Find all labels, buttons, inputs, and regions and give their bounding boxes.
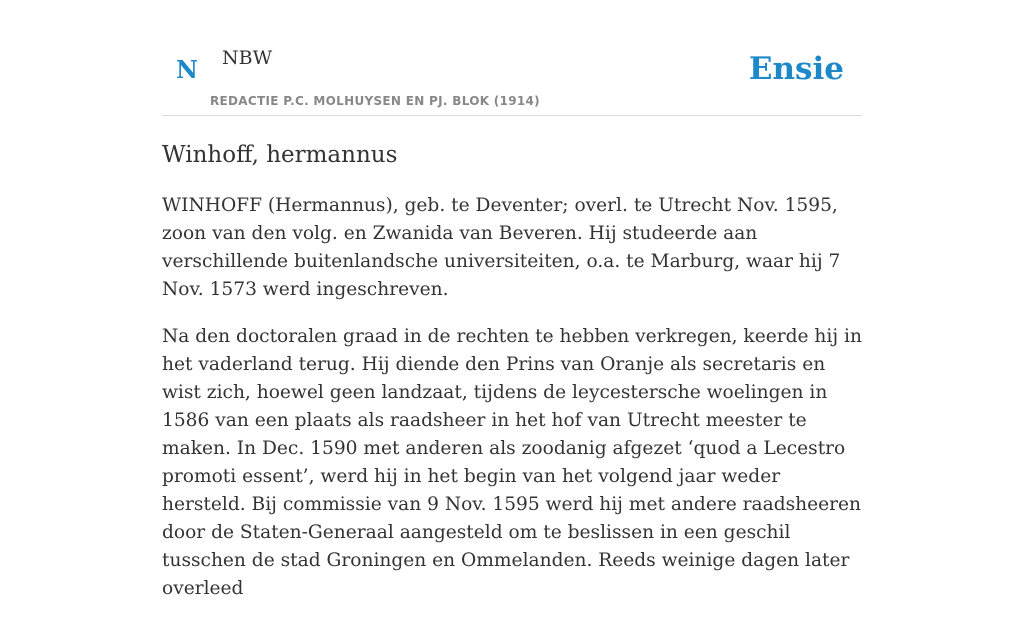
entry-header (162, 30, 862, 116)
source-logo-icon: N (176, 55, 198, 84)
source-byline: REDACTIE P.C. MOLHUYSEN EN PJ. BLOK (1914) (210, 94, 540, 108)
page-title: Winhoff, hermannus (162, 142, 398, 168)
article-paragraph: Na den doctoralen graad in de rechten te hebben verkregen, keerde hij in het vaderland terug. Hij diende den Prins van Oranje als secretaris en wist zich, hoewel geen landzaat, tijdens de leycestersche woelingen in 1586 van een plaats als raadsheer in het hof van Utrecht meester te maken. In Dec. 1590 met anderen als zoodanig afgezet ‘quod a Lecestro promoti essent’, werd hij in het begin van het volgend jaar weder hersteld. Bij commissie van 9 Nov. 1595 werd hij met andere raadsheeren door de Staten-Generaal aangesteld om te beslissen in een geschil tusschen de stad Groningen en Ommelanden. Reeds weinige dagen later overleed (162, 326, 862, 599)
article-body (162, 192, 864, 622)
source-name[interactable]: NBW (222, 47, 273, 69)
article-paragraph: WINHOFF (Hermannus), geb. te Deventer; overl. te Utrecht Nov. 1595, zoon van den volg. en Zwanida van Beveren. Hij studeerde aan verschillende buitenlandsche universiteiten, o.a. te Marburg, waar hij 7 Nov. 1573 werd ingeschreven. (162, 195, 841, 300)
ensie-logo[interactable]: Ensie (748, 51, 844, 87)
